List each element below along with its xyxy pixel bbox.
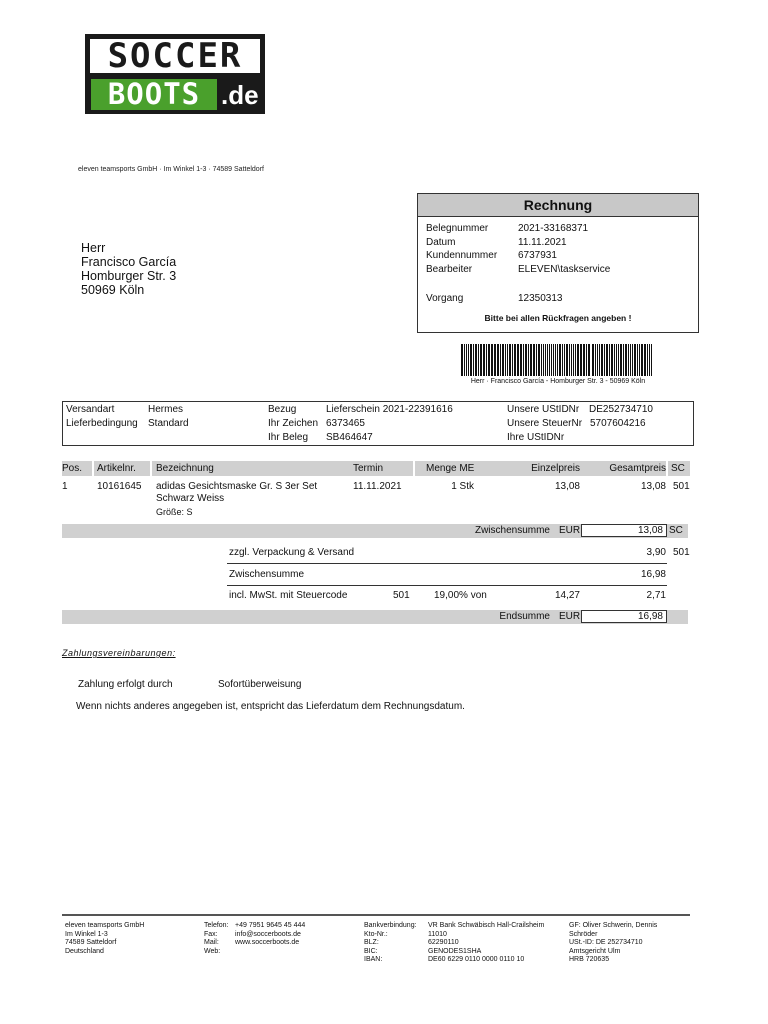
footer-management-line: USt.-ID: DE 252734710 [569,939,643,946]
footer-contact-label: Web: [204,947,221,955]
total-label: Endsumme [499,611,550,622]
vorgang-value: 12350313 [518,293,563,304]
vat-label: incl. MwSt. mit Steuercode [229,590,348,601]
recipient-salutation: Herr [81,241,106,255]
soccerboots-logo [85,34,265,114]
footer-bank-value: 11010 [428,930,447,938]
footer-management-line: HRB 720635 [569,956,610,963]
footer-email: info@soccerboots.de [235,930,301,938]
footer-bank-label: Bankverbindung: [364,922,417,929]
subtotal-sc: SC [669,525,683,536]
footer-contact-value [235,948,305,957]
logo-top-text: SOCCER [87,36,263,76]
header-termin: Termin [353,463,384,474]
recipient-name: Francisco García [81,255,177,269]
ihr-beleg-value: SB464647 [326,432,373,443]
lieferbedingung-value: Standard [148,418,189,429]
footer-contact-label: Telefon: [204,922,229,929]
subtotal-currency: EUR [559,525,581,536]
invoice-field-label: Kundennummer [426,250,498,261]
footer-bank-label: BLZ: [364,939,379,946]
invoice-field-label: Belegnummer [426,223,489,234]
header-pos: Pos. [62,463,83,474]
unsere-ustidnr-label: Unsere UStIDNr [507,404,580,415]
lieferbedingung-label: Lieferbedingung [66,418,138,429]
footer-bank-values [428,922,544,965]
total-currency: EUR [559,611,581,622]
header-menge: Menge ME [426,463,475,474]
vat-code: 501 [393,590,410,601]
header-separator [666,461,668,476]
payment-title: Zahlungsvereinbarungen: [62,648,176,658]
total-value: 16,98 [581,610,667,623]
footer-bank-label: IBAN: [364,956,383,963]
vorgang-label: Vorgang [426,293,464,304]
header-einzelpreis: Einzelpreis [531,463,580,474]
subtotal-value: 13,08 [581,524,667,537]
footer-bank-value: GENODES1SHA [428,947,482,955]
footer-bank-label: Kto-Nr.: [364,930,388,938]
invoice-box [417,193,699,333]
unsere-ustidnr-value: DE252734710 [589,404,653,415]
footer-company-line: 74589 Satteldorf [65,939,117,946]
footer-contact-values [235,922,305,956]
shipping-sc: 501 [673,547,690,558]
header-sc: SC [671,463,685,474]
ihr-zeichen-value: 6373465 [326,418,365,429]
recipient-street: Homburger Str. 3 [81,269,177,283]
footer-bank-label: BIC: [364,947,378,955]
item-termin: 11.11.2021 [353,481,402,492]
unsere-steuernr-label: Unsere SteuerNr [507,418,583,429]
item-einzelpreis: 13,08 [554,481,580,492]
footer-bank-value: 62290110 [428,939,459,946]
footer-contact-labels [204,922,229,956]
footer-bank-value: VR Bank Schwäbisch Hall-Crailsheim [428,922,545,929]
footer-contact-label: Mail: [204,939,219,946]
invoice-title: Rechnung [418,194,698,217]
recipient-address [81,241,176,297]
payment-label: Zahlung erfolgt durch [78,679,173,690]
invoice-note: Bitte bei allen Rückfragen angeben ! [484,313,632,323]
header-separator [92,461,94,476]
footer-management [569,922,657,965]
vat-base: 14,27 [554,590,580,601]
footer-divider [62,914,690,916]
header-artikelnr: Artikelnr. [97,463,136,474]
item-menge: 1 Stk [451,481,474,492]
invoice-field-label: Datum [426,237,456,248]
invoice-field-value: ELEVEN\taskservice [518,264,611,275]
versandart-label: Versandart [66,404,115,415]
vat-value: 2,71 [646,590,666,601]
footer-bank-value: DE60 6229 0110 0000 0110 10 [428,956,525,963]
footer-company-line: eleven teamsports GmbH [65,922,145,929]
payment-note: Wenn nichts anderes angegeben ist, entspricht das Lieferdatum dem Rechnungsdatum. [76,701,465,712]
item-pos: 1 [62,481,68,492]
shipping-value: 3,90 [646,547,666,558]
footer-management-line: GF: Oliver Schwerin, Dennis [569,922,658,929]
subtotal2-value: 16,98 [640,569,666,580]
footer-website: www.soccerboots.de [235,939,300,946]
sender-line: eleven teamsports GmbH · Im Winkel 1-3 · 74589 Satteldorf [78,166,264,173]
header-separator [150,461,152,476]
header-separator [413,461,415,476]
invoice-field-label: Bearbeiter [426,264,473,275]
header-gesamtpreis: Gesamtpreis [609,463,666,474]
footer-bank-labels [364,922,417,965]
divider-line [227,563,667,564]
invoice-field-value: 2021-33168371 [518,223,589,234]
bezug-label: Bezug [268,404,297,415]
barcode [460,344,655,376]
bezug-value: Lieferschein 2021-22391616 [326,404,453,415]
item-bezeichnung-line2: Schwarz Weiss [156,493,225,504]
versandart-value: Hermes [148,404,184,415]
logo-tld-text: .de [221,80,259,110]
footer-management-line: Schröder [569,930,598,938]
ihr-zeichen-label: Ihr Zeichen [268,418,319,429]
recipient-city: 50969 Köln [81,283,145,297]
item-bezeichnung-line1: adidas Gesichtsmaske Gr. S 3er Set [156,481,318,492]
footer-management-line: Amtsgericht Ulm [569,947,621,955]
footer-contact-label: Fax: [204,930,218,938]
logo-bottom-text: BOOTS [91,79,217,110]
footer-company-line: Deutschland [65,947,104,955]
invoice-field-value: 11.11.2021 [518,237,567,248]
footer-phone: +49 7951 9645 45 444 [235,922,306,929]
footer-company [65,922,144,956]
reference-box [62,401,694,446]
ihr-beleg-label: Ihr Beleg [268,432,309,443]
shipping-label: zzgl. Verpackung & Versand [229,547,355,558]
subtotal2-label: Zwischensumme [229,569,305,580]
item-groesse: Größe: S [156,507,193,517]
barcode-caption: Herr · Francisco García - Homburger Str. 3 - 50969 Köln [470,378,646,385]
footer-company-line: Im Winkel 1-3 [65,930,108,938]
unsere-steuernr-value: 5707604216 [590,418,646,429]
item-artikelnr: 10161645 [97,481,142,492]
vat-rate: 19,00% von [434,590,487,601]
subtotal-label: Zwischensumme [474,525,550,536]
item-sc: 501 [673,481,690,492]
header-bezeichnung: Bezeichnung [156,463,214,474]
divider-line [227,585,667,586]
payment-method: Sofortüberweisung [218,679,302,690]
item-gesamtpreis: 13,08 [640,481,666,492]
ihre-ustidnr-label: Ihre UStIDNr [507,432,565,443]
invoice-field-value: 6737931 [518,250,557,261]
